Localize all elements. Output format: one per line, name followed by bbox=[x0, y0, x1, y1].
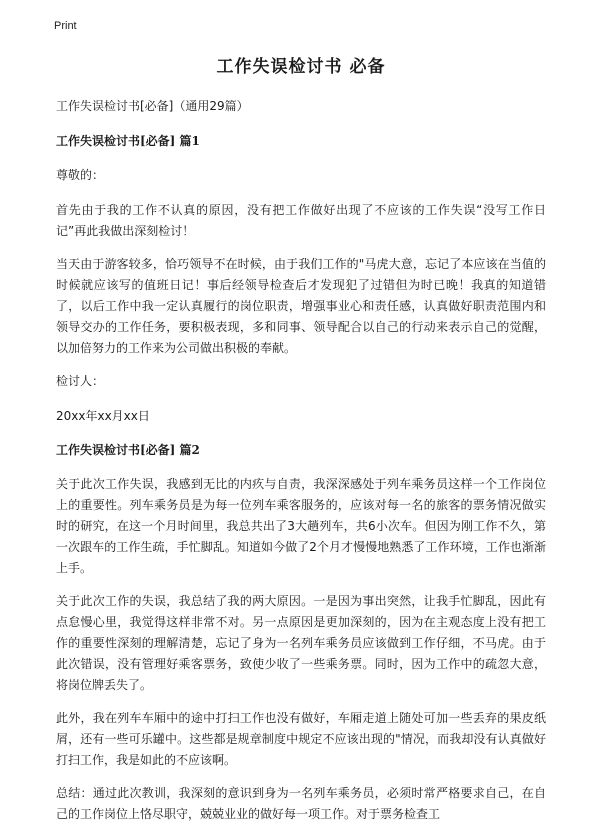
paragraph: 关于此次工作的失误，我总结了我的两大原因。一是因为事出突然，让我手忙脚乱，因此有点怠慢心里，我觉得这样非常不对。另一点原因是更加深刻的，因为在主观态度上没有把工作的重要性深刻的理解清楚，忘记了身为一名列车乘务员应该做到工作仔细，不马虎。由于此次错误，没有管理好乘客票务，致使少收了一些乘务票。同时，因为工作中的疏忽大意，将岗位牌丢失了。 bbox=[56, 594, 546, 692]
signer-label: 检讨人： bbox=[56, 374, 105, 388]
paragraph: 总结：通过此次教训，我深刻的意识到身为一名列车乘务员，必须时常严格要求自己，在自己的工作岗位上恪尽职守，兢兢业业的做好每一项工作。对于票务检查工 bbox=[56, 786, 546, 821]
section-heading-1: 工作失误检讨书[必备] 篇1 bbox=[56, 134, 200, 148]
paragraph: 当天由于游客较多，恰巧领导不在时候，由于我们工作的"马虎大意，忘记了本应该在当值的时候就应该写的值班日记！事后经领导检查后才发现犯了过错但为时已晚！我真的知道错了，以后工作中我一定认真履行的岗位职责，增强事业心和责任感，认真做好职责范围内和领导交办的工作任务，要积极表现，多和同事、领导配合以自己的行动来表示自己的觉醒，以加倍努力的工作来为公司做出积极的奉献。 bbox=[56, 257, 546, 355]
page-title: 工作失误检讨书 必备 bbox=[216, 57, 386, 77]
document-subtitle: 工作失误检讨书[必备]（通用29篇） bbox=[56, 99, 249, 113]
section-heading-2: 工作失误检讨书[必备] 篇2 bbox=[56, 443, 200, 457]
date-line: 20xx年xx月xx日 bbox=[56, 409, 150, 423]
print-link[interactable]: Print bbox=[54, 20, 77, 32]
document-page bbox=[56, 52, 546, 837]
salutation: 尊敬的： bbox=[56, 168, 105, 182]
paragraph: 此外，我在列车车厢中的途中打扫工作也没有做好，车厢走道上随处可加一些丢弃的果皮纸屑，还有一些可乐罐中。这些都是规章制度中规定不应该出现的"情况，而我却没有认真做好打扫工作，我是如此的不应该啊。 bbox=[56, 711, 546, 767]
paragraph: 关于此次工作失误，我感到无比的内疚与自责，我深深感处于列车乘务员这样一个工作岗位上的重要性。列车乘务员是为每一位列车乘客服务的，应该对每一名的旅客的票务情况做实时的研究，在这一个月时间里，我总共出了3大趟列车，共6小次车。但因为刚工作不久，第一次跟车的工作生疏，手忙脚乱。知道如今做了2个月才慢慢地熟悉了工作环境，工作也渐渐上手。 bbox=[56, 477, 546, 575]
paragraph: 首先由于我的工作不认真的原因，没有把工作做好出现了不应该的工作失误“没写工作日记”再此我做出深刻检讨！ bbox=[56, 203, 546, 238]
